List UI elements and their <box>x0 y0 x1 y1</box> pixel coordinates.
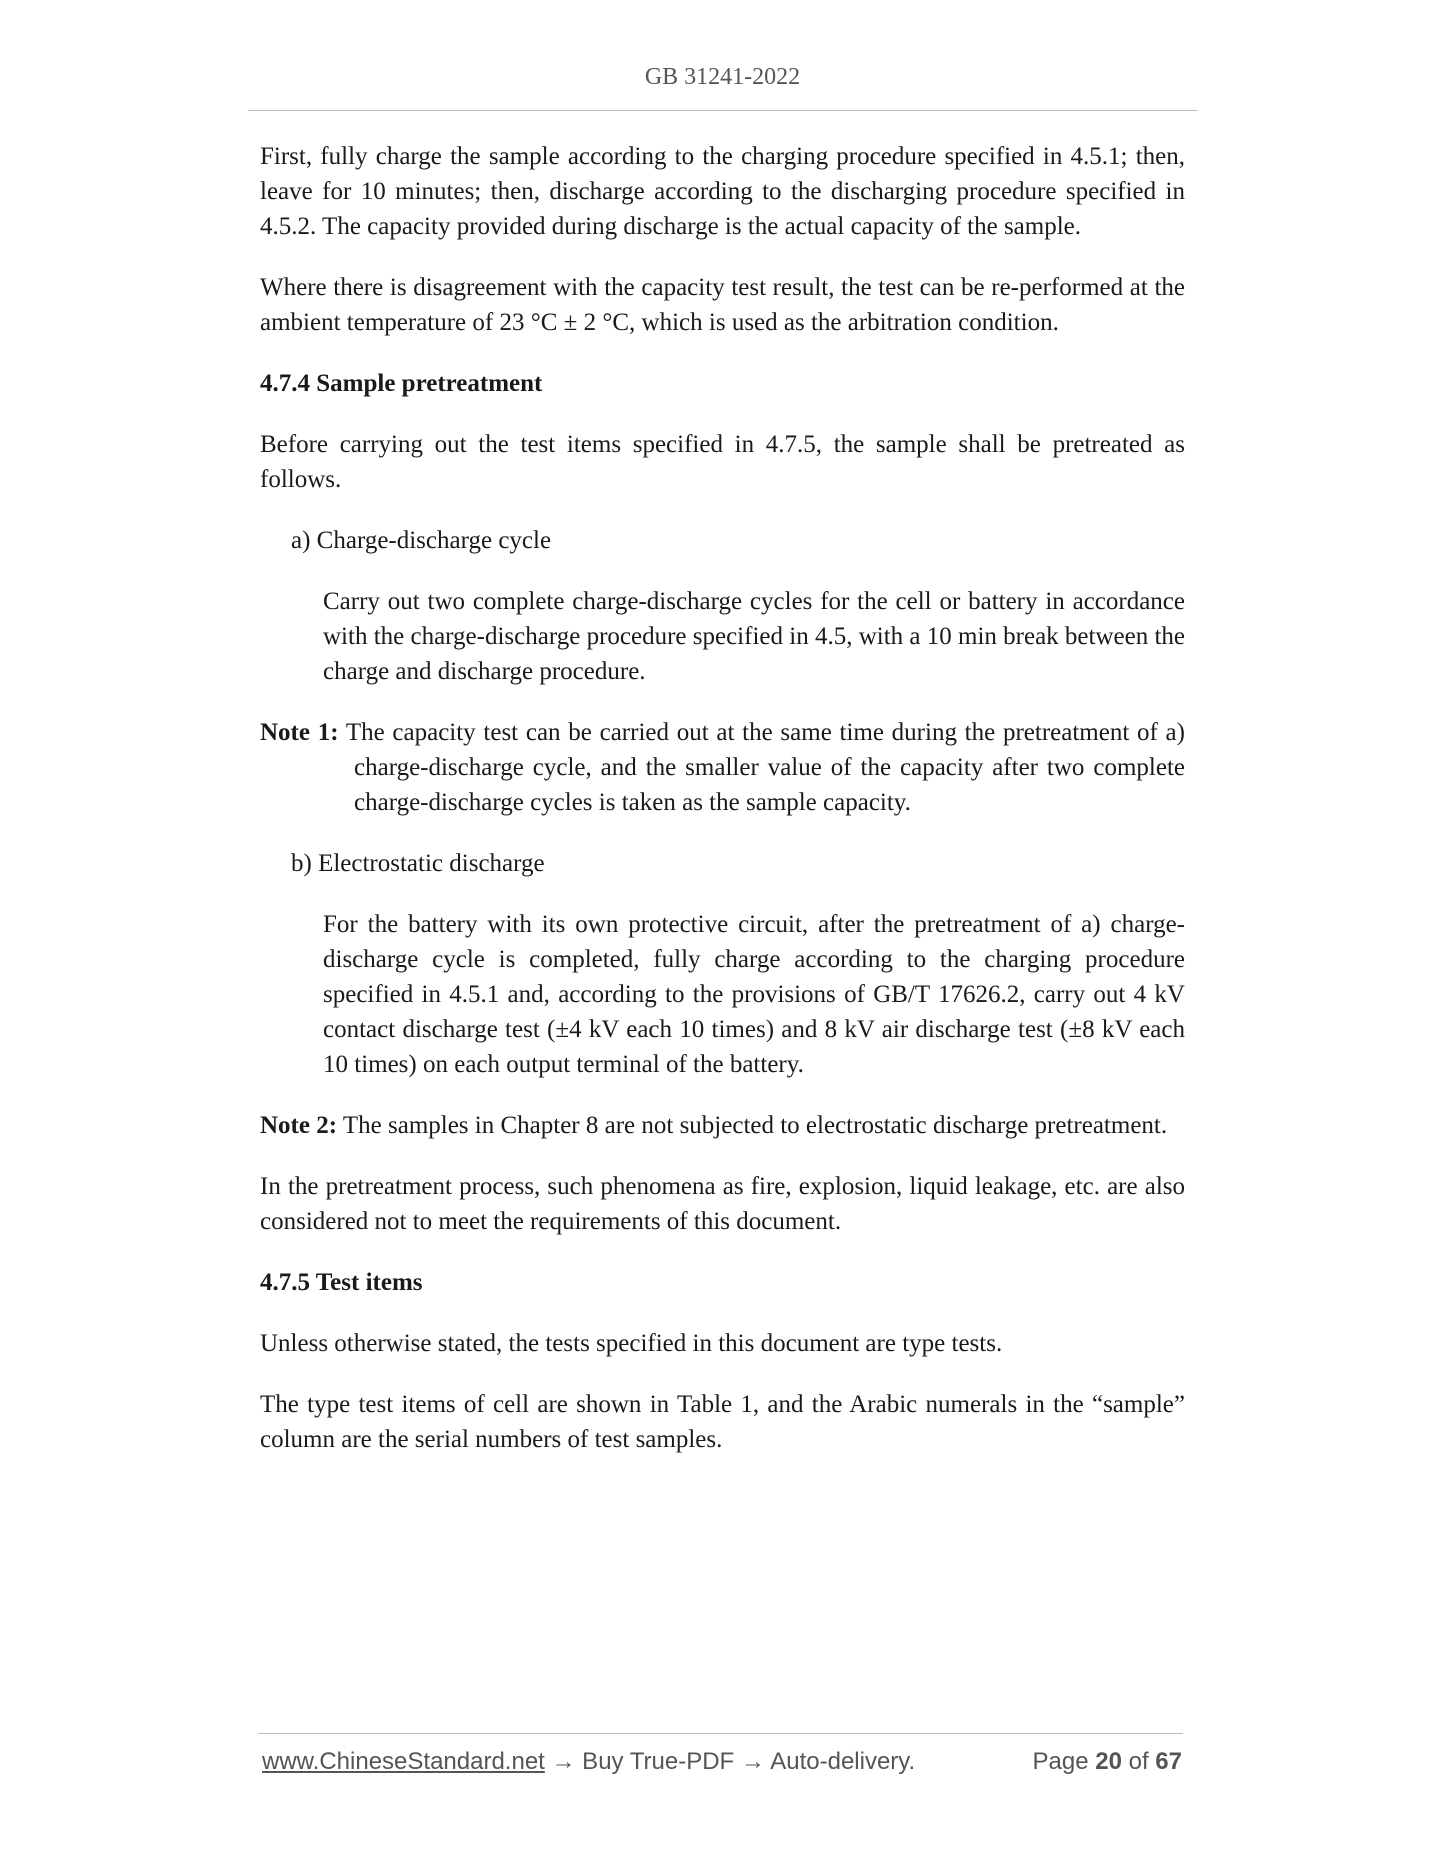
footer-divider <box>258 1733 1183 1734</box>
footer-promo-text: → Buy True-PDF → Auto-delivery. <box>544 1748 916 1775</box>
page-word: Page <box>1032 1748 1096 1775</box>
page-header: GB 31241-2022 <box>644 64 801 90</box>
section-heading-4-7-5: 4.7.5 Test items <box>260 1269 423 1296</box>
paragraph-capacity-procedure: First, fully charge the sample according to the charging procedure specified in 4.5.1; then, leave for 10 minutes; then, discharge according to the discharging procedure specified in 4.5.2. The capacity provided during discharge is the actual capacity of the sample. <box>260 143 1185 240</box>
note-2 <box>260 1108 1185 1143</box>
page-footer <box>262 1748 1182 1784</box>
footer-promo <box>262 1748 915 1776</box>
paragraph-arbitration: Where there is disagreement with the capacity test result, the test can be re-performed at the ambient temperature of 23 °C ± 2 °C, which is used as the arbitration condition. <box>260 274 1185 336</box>
page-number <box>1033 1748 1182 1776</box>
note-1 <box>260 715 1185 820</box>
note-1-text: The capacity test can be carried out at the same time during the pretreatment of a) charge-discharge cycle, and the smaller value of the capacity after two complete charge-discharge cycles is taken as the sample capacity. <box>345 719 1185 816</box>
note-2-label: Note 2: <box>260 1112 338 1139</box>
paragraph-table-1-reference: The type test items of cell are shown in Table 1, and the Arabic numerals in the “sample” column are the serial numbers of test samples. <box>260 1391 1185 1453</box>
page-total: 67 <box>1155 1748 1182 1775</box>
site-link[interactable]: www.ChineseStandard.net <box>262 1748 545 1775</box>
item-a-label: a) Charge-discharge cycle <box>291 527 552 554</box>
item-b-text: For the battery with its own protective circuit, after the pretreatment of a) charge-discharge cycle is completed, fully charge according to the charging procedure specified in 4.5.1 and, according to the provisions of GB/T 17626.2, carry out 4 kV contact discharge test (±4 kV each 10 times) and 8 kV air discharge test (±8 kV each 10 times) on each output terminal of the battery. <box>323 911 1185 1078</box>
paragraph-type-tests: Unless otherwise stated, the tests specified in this document are type tests. <box>260 1330 1003 1357</box>
paragraph-pretreatment-intro: Before carrying out the test items specified in 4.7.5, the sample shall be pretreated as follows. <box>260 431 1185 493</box>
section-heading-4-7-4: 4.7.4 Sample pretreatment <box>260 370 543 397</box>
header-divider <box>248 110 1198 111</box>
page-current: 20 <box>1095 1748 1122 1775</box>
paragraph-pretreatment-failure: In the pretreatment process, such phenomena as fire, explosion, liquid leakage, etc. are also considered not to meet the requirements of this document. <box>260 1173 1185 1235</box>
page-of: of <box>1121 1748 1156 1775</box>
document-body <box>260 139 1185 1483</box>
item-b-label: b) Electrostatic discharge <box>291 850 545 877</box>
note-2-text: The samples in Chapter 8 are not subjected to electrostatic discharge pretreatment. <box>342 1112 1168 1139</box>
note-1-label: Note 1: <box>260 719 339 746</box>
item-a-text: Carry out two complete charge-discharge cycles for the cell or battery in accordance with the charge-discharge procedure specified in 4.5, with a 10 min break between the charge and discharge procedure. <box>323 588 1185 685</box>
